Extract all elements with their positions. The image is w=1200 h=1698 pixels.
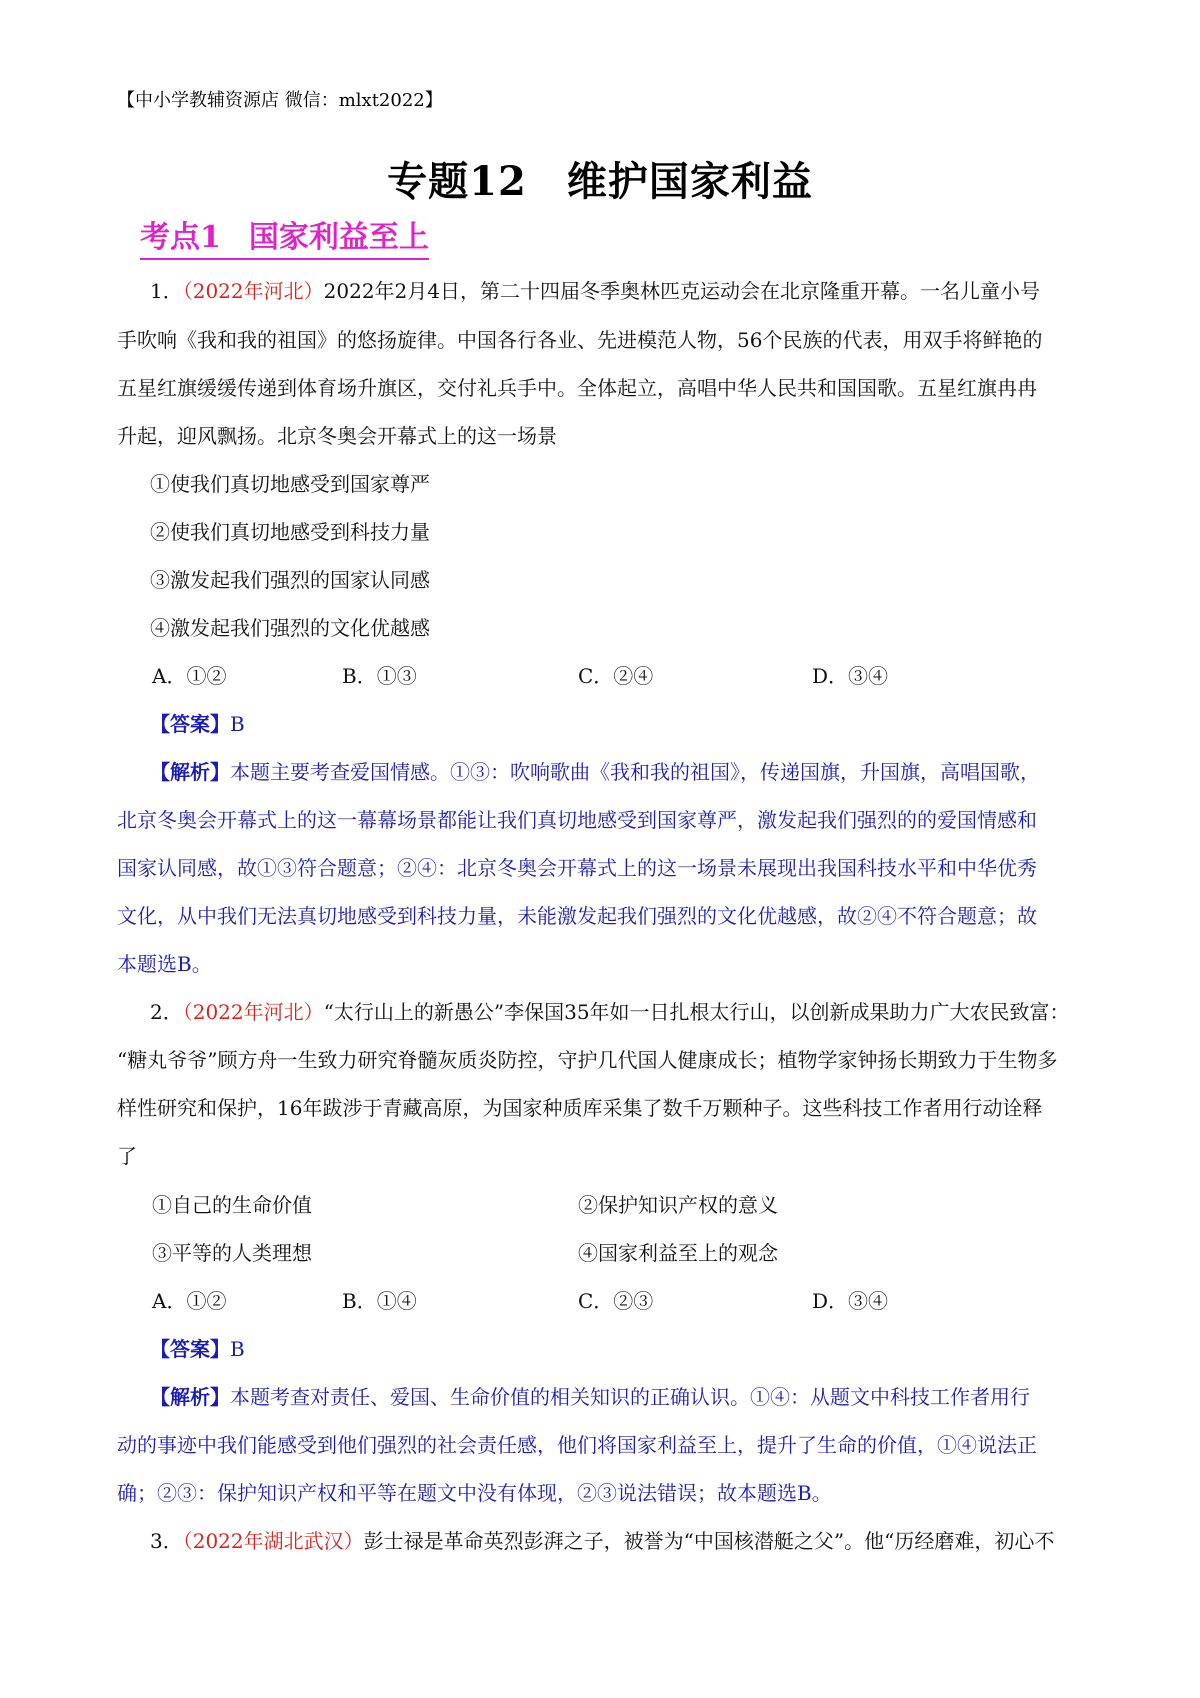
q1-analysis-line: 文化，从中我们无法真切地感受到科技力量，未能激发起我们强烈的文化优越感，故②④不符合题意；故 [117,904,1037,928]
q2-option-a: A．①② [152,1289,227,1313]
q2-answer [150,1335,1097,1363]
answer-label: 【答案】 [150,712,230,736]
q2-analysis-line: 确；②③：保护知识产权和平等在题文中没有体现，②③说法错误；故本题选B。 [117,1481,832,1505]
q3-stem-line: 3．（2022年湖北武汉）彭士禄是革命英烈彭湃之子，被誉为“中国核潜艇之父”。他“历经磨难，初心不 [150,1529,1055,1553]
q2-stem-line: 样性研究和保护，16年跋涉于青藏高原，为国家种质库采集了数千万颗种子。这些科技工作者用行动诠释 [117,1096,1043,1120]
q1-analysis-line: 本题选B。 [117,952,212,976]
q2-item: ④国家利益至上的观念 [578,1241,778,1265]
watermark: 【中小学教辅资源店 微信：mlxt2022】 [117,90,443,111]
q2-option-d: D．③④ [812,1289,889,1313]
q2-stem-line: 2．（2022年河北）“太行山上的新愚公”李保国35年如一日扎根太行山，以创新成果助力广大农民致富： [150,1000,1070,1024]
q1-option-a: A．①② [152,664,227,688]
q1-item: ①使我们真切地感受到国家尊严 [150,472,430,496]
q2-option-c: C．②③ [578,1289,654,1313]
q1-stem-line: 手吹响《我和我的祖国》的悠扬旋律。中国各行各业、先进模范人物，56个民族的代表，用双手将鲜艳的 [117,328,1043,352]
q3-source: （2022年湖北武汉） [182,1529,364,1553]
q1-item: ②使我们真切地感受到科技力量 [150,520,430,544]
q1-item: ③激发起我们强烈的国家认同感 [150,568,430,592]
section-name: 国家利益至上 [248,220,429,255]
q2-option-b: B．①④ [342,1289,417,1313]
q2-number: 2． [150,1000,183,1024]
answer-label: 【答案】 [150,1337,230,1361]
q2-item: ③平等的人类理想 [152,1241,312,1265]
answer-value: B [230,1337,245,1361]
q2-item: ②保护知识产权的意义 [578,1193,778,1217]
answer-value: B [230,712,245,736]
q1-option-b: B．①③ [342,664,417,688]
q3-number: 3． [150,1529,183,1553]
q1-analysis-line: 北京冬奥会开幕式上的这一幕幕场景都能让我们真切地感受到国家尊严，激发起我们强烈的的爱国情感和 [117,808,1037,832]
topic-name: 维护国家利益 [566,158,813,205]
q2-item: ①自己的生命价值 [152,1193,312,1217]
q1-answer [150,710,1097,738]
q2-analysis-line: 动的事迹中我们能感受到他们强烈的社会责任感，他们将国家利益至上，提升了生命的价值，①④说法正 [117,1433,1037,1457]
q1-number: 1． [150,279,183,303]
q2-stem-line: 了 [117,1144,137,1168]
section-heading [140,220,429,260]
q1-stem-line: 五星红旗缓缓传递到体育场升旗区，交付礼兵手中。全体起立，高唱中华人民共和国国歌。五星红旗冉冉 [117,376,1037,400]
q1-source: （2022年河北） [182,279,324,303]
section-label: 考点1 [140,220,221,255]
q1-analysis-line: 【解析】本题主要考查爱国情感。①③：吹响歌曲《我和我的祖国》，传递国旗，升国旗，高唱国歌， [150,760,1040,784]
q1-item: ④激发起我们强烈的文化优越感 [150,616,430,640]
q1-option-c: C．②④ [578,664,654,688]
topic-number: 专题12 [387,158,527,205]
analysis-label: 【解析】 [150,760,230,784]
q2-source: （2022年河北） [182,1000,324,1024]
q1-option-d: D．③④ [812,664,889,688]
analysis-label: 【解析】 [150,1385,230,1409]
q1-analysis-line: 国家认同感，故①③符合题意；②④：北京冬奥会开幕式上的这一场景未展现出我国科技水平和中华优秀 [117,856,1037,880]
q1-stem-line: 1．（2022年河北）2022年2月4日，第二十四届冬季奥林匹克运动会在北京隆重开幕。一名儿童小号 [150,279,1040,303]
q1-stem-line: 升起，迎风飘扬。北京冬奥会开幕式上的这一场景 [117,424,557,448]
q2-stem-line: “糖丸爷爷”顾方舟一生致力研究脊髓灰质炎防控，守护几代国人健康成长；植物学家钟扬长期致力于生物多 [117,1048,1058,1072]
q2-analysis-line: 【解析】本题考查对责任、爱国、生命价值的相关知识的正确认识。①④：从题文中科技工作者用行 [150,1385,1030,1409]
page-title [0,150,1200,207]
